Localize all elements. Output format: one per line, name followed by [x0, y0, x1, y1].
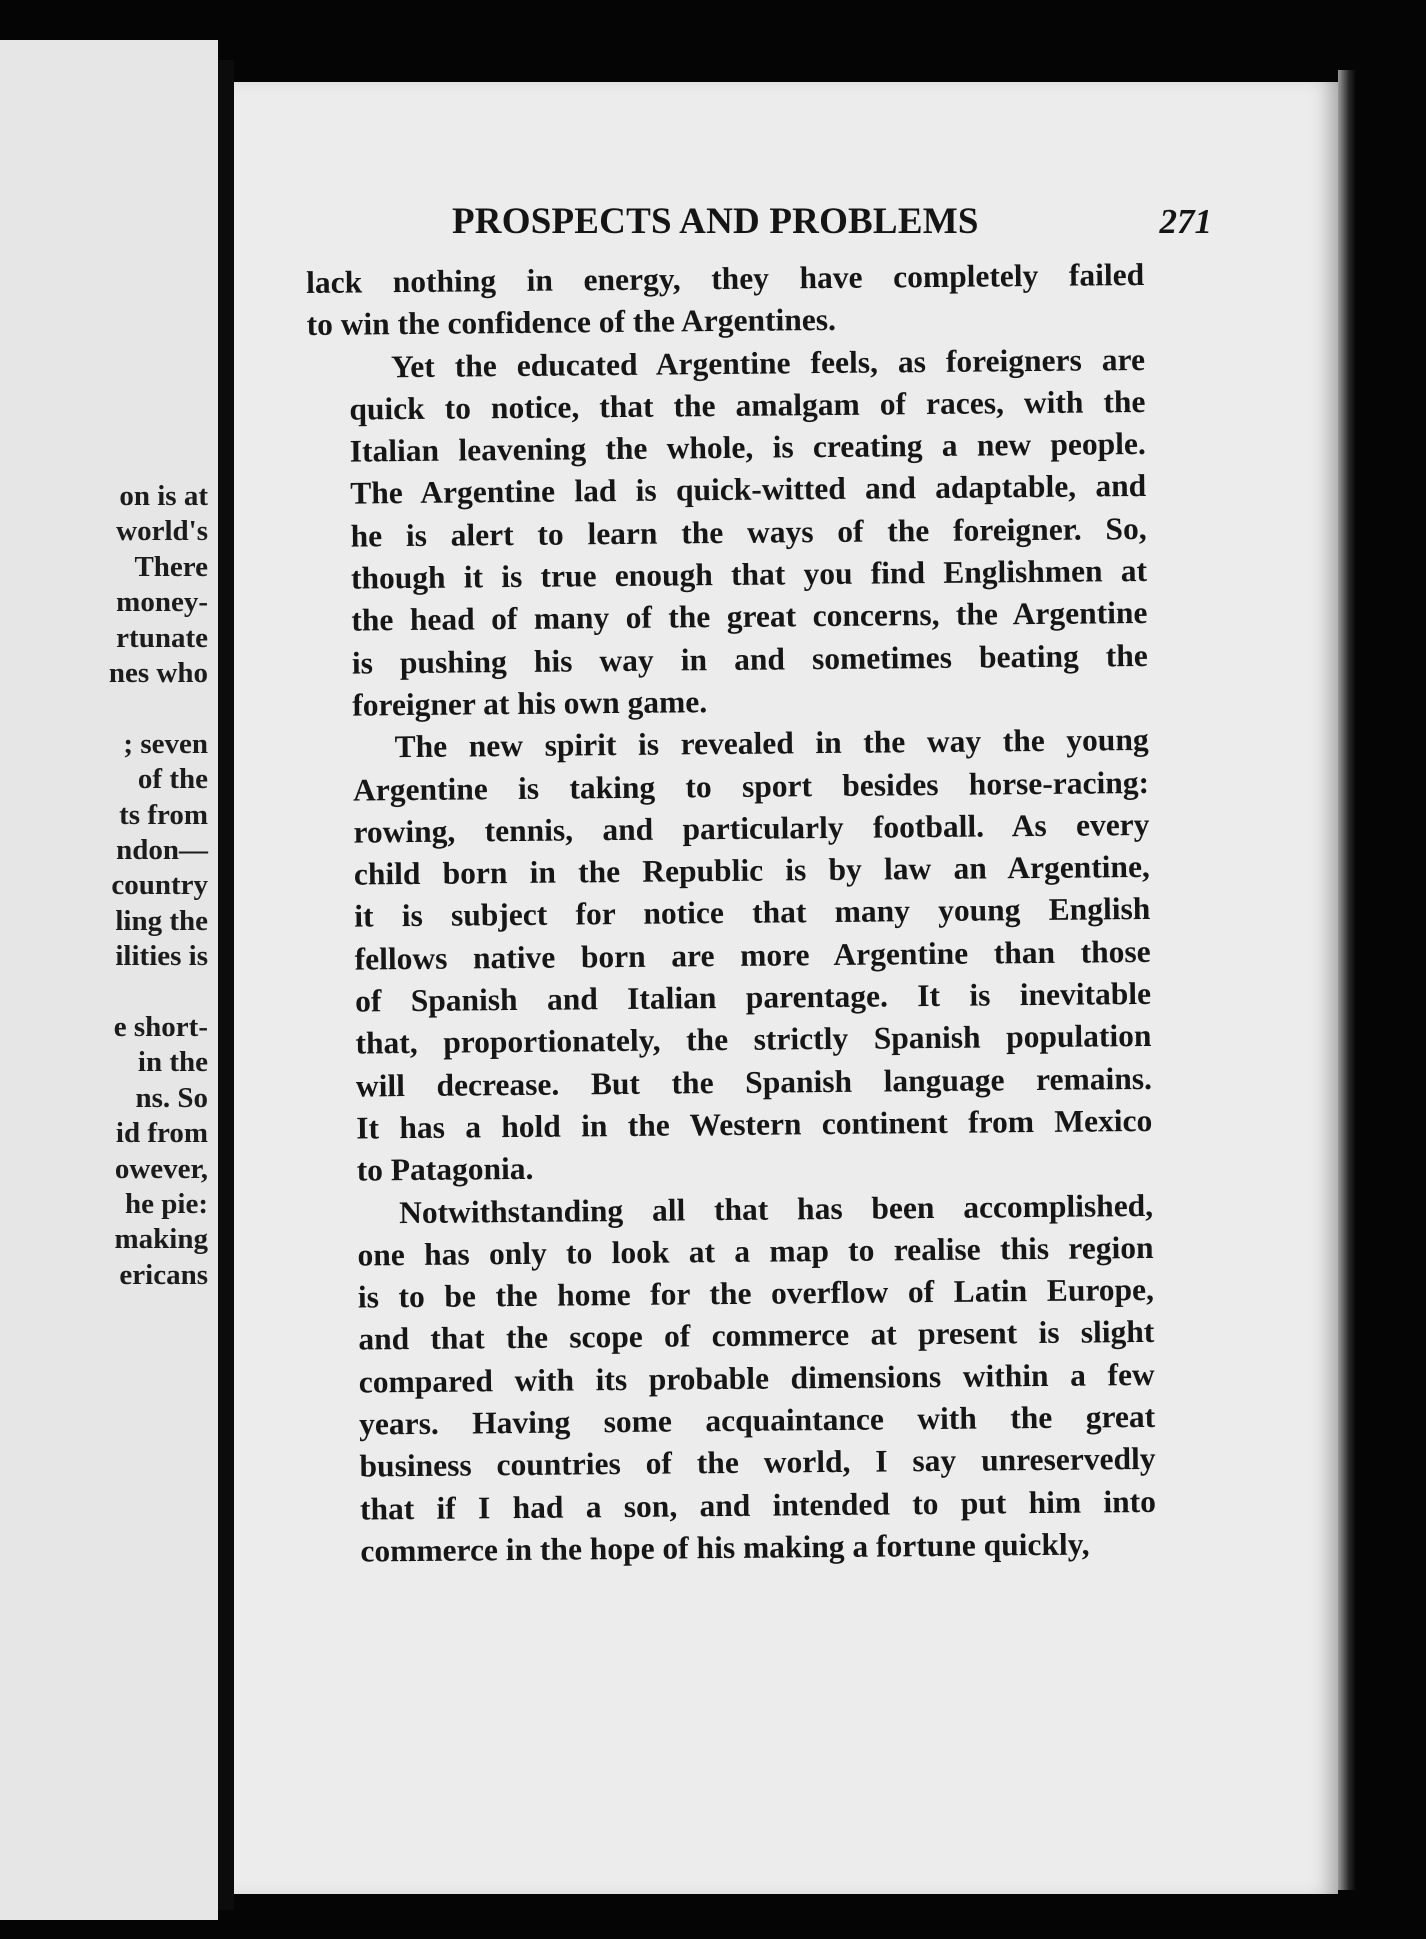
left-page-line: money-	[116, 586, 208, 619]
paragraph	[306, 254, 1145, 347]
left-page-line: in the	[137, 1046, 208, 1079]
text-line: The Argentine lad is quick-witted and adaptable, and	[350, 468, 1147, 512]
text-line: Italian leavening the whole, is creating a new people.	[349, 426, 1146, 469]
text-line: The new spirit is revealed in the way the young	[394, 722, 1149, 765]
text-line: the head of many of the great concerns, the Argentine	[351, 595, 1148, 638]
text-line: is pushing his way in and sometimes beating the	[351, 637, 1148, 681]
text-line: fellows native born are more Argentine than those	[354, 933, 1151, 977]
left-page-line: e short-	[113, 1011, 208, 1043]
left-page-line: world's	[116, 515, 208, 548]
text-line: compared with its probable dimensions within a few	[358, 1356, 1155, 1400]
text-line: he is alert to learn the ways of the foreigner. So,	[350, 510, 1147, 554]
text-line: rowing, tennis, and particularly football. As every	[353, 806, 1150, 850]
left-page-line: making	[114, 1223, 208, 1256]
text-line: will decrease. But the Spanish language remains.	[355, 1060, 1153, 1104]
text-line: to win the confidence of the Argentines.	[306, 302, 837, 343]
text-line: one has only to look at a map to realise this region	[357, 1229, 1154, 1273]
left-page-line: on is at	[119, 480, 208, 512]
left-page-line: ts from	[119, 798, 208, 831]
text-line: and that the scope of commerce at present is slight	[358, 1314, 1155, 1357]
left-page-line: nes who	[108, 657, 208, 689]
text-line: years. Having some acquaintance with the great	[358, 1398, 1156, 1442]
page-edge	[1338, 70, 1356, 1890]
text-line: that if I had a son, and intended to put him into	[359, 1483, 1157, 1527]
text-line: quick to notice, that the amalgam of races, with the	[349, 383, 1146, 427]
left-page-line: ling the	[115, 904, 208, 937]
left-page-line: ilities is	[115, 940, 208, 973]
paragraph	[315, 1184, 1157, 1573]
page-header	[452, 200, 1212, 243]
left-page-line: of the	[137, 763, 208, 796]
left-page-line: id from	[115, 1117, 208, 1150]
left-page-line: country	[111, 869, 208, 902]
text-line: Yet the educated Argentine feels, as foreigners are	[390, 341, 1146, 384]
left-page-line: owever,	[114, 1152, 208, 1185]
text-line: lack nothing in energy, they have completely failed	[306, 256, 1145, 300]
text-line: Argentine is taking to sport besides horse-racing:	[352, 764, 1150, 808]
text-line: commerce in the hope of his making a fortune quickly,	[360, 1526, 1090, 1569]
text-line: it is subject for notice that many young English	[354, 891, 1151, 935]
left-page-line: he pie:	[125, 1188, 208, 1220]
text-line: of Spanish and Italian parentage. It is inevitable	[354, 975, 1152, 1019]
paragraph	[310, 719, 1152, 1192]
left-page-fragment	[0, 40, 218, 1920]
text-line: though it is true enough that you find Englishmen at	[350, 553, 1148, 596]
text-line: It has a hold in the Western continent from Mexico	[356, 1102, 1153, 1146]
text-line: foreigner at his own game.	[352, 684, 708, 723]
left-page-line: rtunate	[116, 621, 208, 654]
text-line: business countries of the world, I say unreservedly	[359, 1441, 1156, 1484]
right-page	[234, 82, 1338, 1894]
left-page-line: ; seven	[123, 727, 208, 760]
left-page-line: ericans	[119, 1258, 208, 1291]
left-page-line: There	[134, 550, 208, 583]
text-line: that, proportionately, the strictly Spanish population	[355, 1018, 1152, 1061]
text-line: is to be the home for the overflow of Latin Europe,	[357, 1272, 1155, 1315]
paragraph	[307, 339, 1149, 728]
book-gutter	[218, 60, 234, 1910]
text-line: child born in the Republic is by law an Argentine,	[353, 849, 1151, 892]
text-line: Notwithstanding all that has been accomplished,	[398, 1187, 1154, 1230]
text-line: to Patagonia.	[356, 1151, 534, 1188]
left-page-line: ns. So	[135, 1081, 208, 1114]
left-page-line: ndon—	[116, 834, 208, 866]
page-number: 271	[1159, 202, 1212, 241]
body-text	[306, 254, 1157, 1573]
running-title: PROSPECTS AND PROBLEMS	[452, 201, 979, 242]
